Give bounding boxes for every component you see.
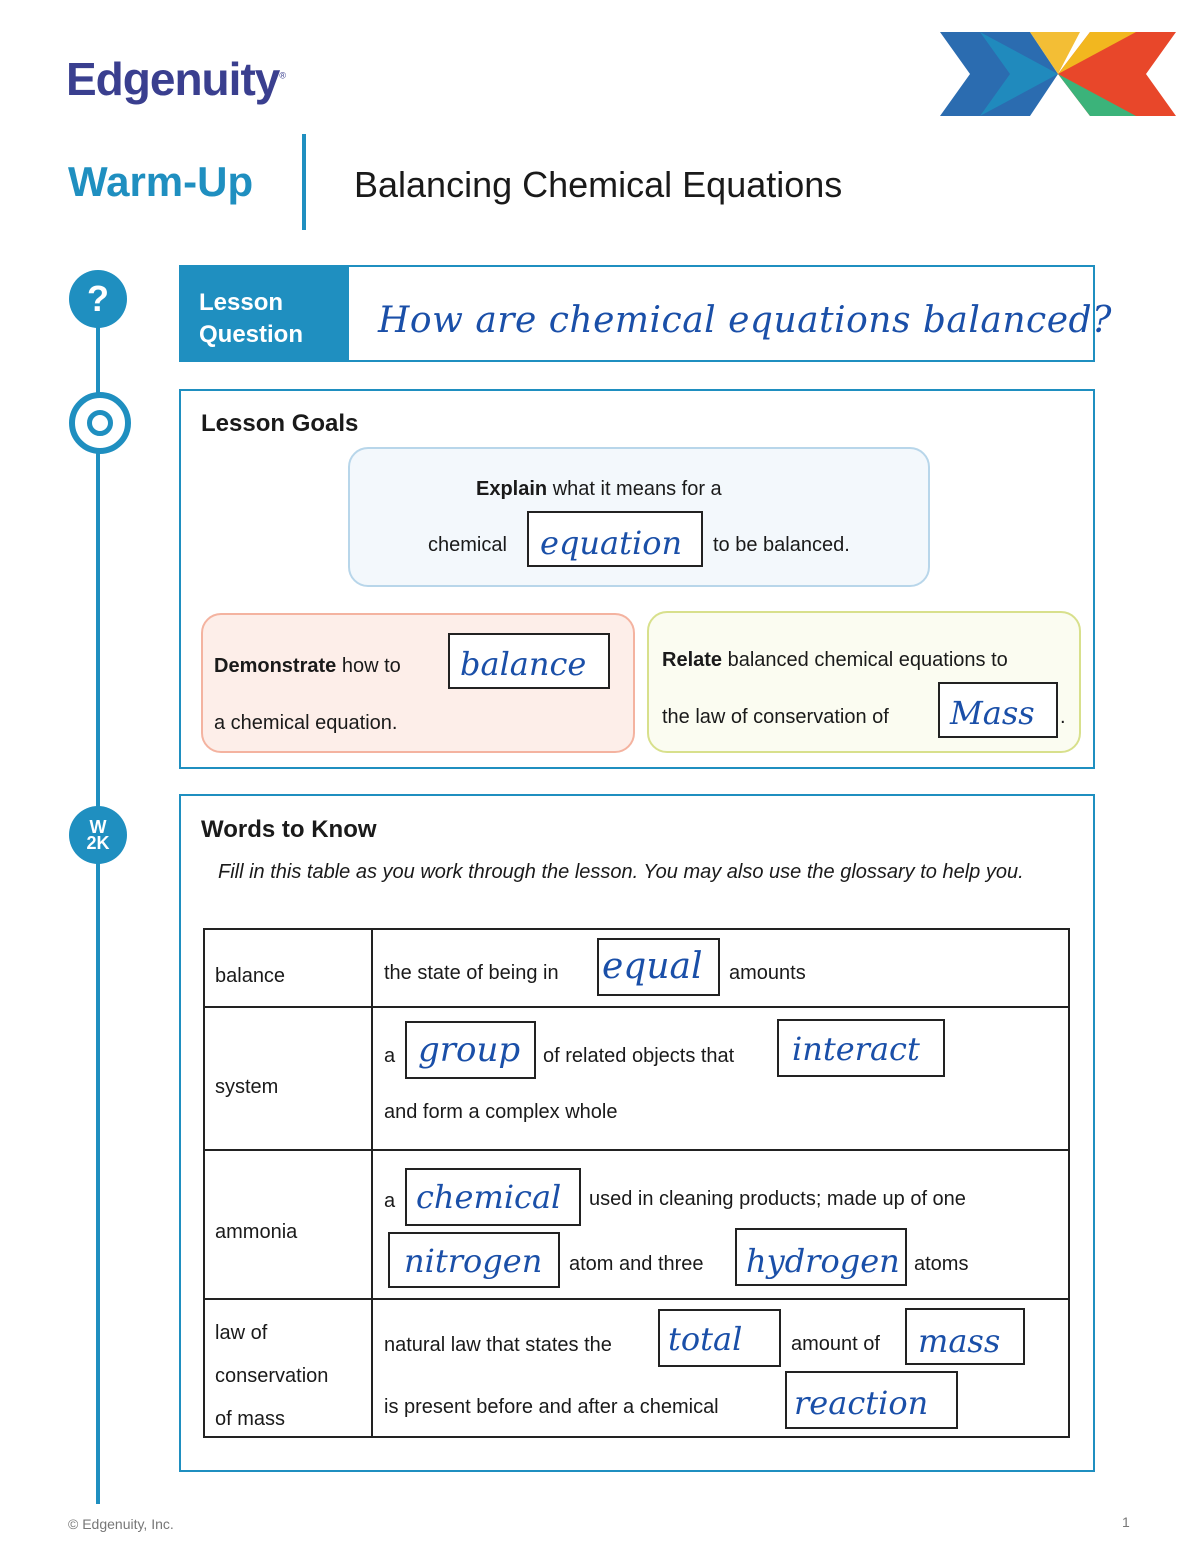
def-ammonia-c: atom and three xyxy=(569,1253,704,1275)
def-ammonia-answer3[interactable]: hydrogen xyxy=(746,1242,900,1280)
term-system: system xyxy=(215,1076,279,1098)
footer-copyright: © Edgenuity, Inc. xyxy=(68,1516,174,1532)
footer-page-number: 1 xyxy=(1122,1514,1130,1530)
brand-mark: ® xyxy=(279,70,285,81)
def-law-b: amount of xyxy=(791,1333,880,1355)
term-balance: balance xyxy=(215,965,286,987)
w2k-icon xyxy=(69,806,127,864)
words-to-know-instructions: Fill in this table as you work through the lesson. You may also use the glossary to help you. xyxy=(218,861,1024,883)
lesson-question-answer[interactable]: How are chemical equations balanced? xyxy=(378,300,1112,341)
goal-relate-line1 xyxy=(662,649,1008,672)
def-balance-answer1[interactable]: equal xyxy=(602,946,703,987)
def-system-answer2[interactable]: interact xyxy=(792,1030,920,1068)
def-system-answer1[interactable]: group xyxy=(418,1030,521,1070)
vocab-table-row-divider xyxy=(203,1006,1070,1008)
def-ammonia-answer1[interactable]: chemical xyxy=(416,1178,562,1216)
target-icon xyxy=(69,392,131,454)
page-title: Balancing Chemical Equations xyxy=(354,164,843,205)
goal-relate-text1: balanced chemical equations to xyxy=(722,649,1008,671)
def-system-a: a xyxy=(384,1045,396,1067)
goal-explain-text3: to be balanced. xyxy=(713,534,850,556)
term-law-of-conservation xyxy=(215,1312,328,1441)
goal-explain-line1 xyxy=(476,478,722,501)
w2k-top: W xyxy=(89,817,107,837)
def-ammonia-answer2[interactable]: nitrogen xyxy=(404,1242,543,1280)
goal-explain-text2: chemical xyxy=(428,534,507,556)
brand-logo xyxy=(66,52,285,106)
goal-demonstrate-text2: a chemical equation. xyxy=(214,712,398,734)
def-law-answer2[interactable]: mass xyxy=(918,1322,1001,1360)
goal-demonstrate-verb: Demonstrate xyxy=(214,655,337,677)
goal-demonstrate-line1 xyxy=(214,655,401,678)
logo-mark-icon xyxy=(940,32,1176,116)
goal-relate-text3: . xyxy=(1060,706,1066,728)
w2k-bottom: 2K xyxy=(86,833,110,853)
def-ammonia-b: used in cleaning products; made up of one xyxy=(589,1188,966,1210)
vocab-table-row-divider xyxy=(203,1298,1070,1300)
vocab-table-row-divider xyxy=(203,1149,1070,1151)
question-mark-icon xyxy=(69,270,127,328)
term-law-line1: law of xyxy=(215,1322,268,1344)
lesson-goals-title: Lesson Goals xyxy=(201,410,359,437)
def-law-answer3[interactable]: reaction xyxy=(794,1384,929,1422)
goal-explain-text1: what it means for a xyxy=(547,478,722,500)
section-label: Warm-Up xyxy=(68,158,254,205)
goal-relate-text2: the law of conservation of xyxy=(662,706,889,728)
def-ammonia-a: a xyxy=(384,1190,396,1212)
term-law-line2: conservation xyxy=(215,1365,329,1387)
def-balance-b: amounts xyxy=(729,962,806,984)
def-law-a: natural law that states the xyxy=(384,1334,612,1356)
term-ammonia: ammonia xyxy=(215,1221,298,1243)
def-law-answer1[interactable]: total xyxy=(668,1320,743,1358)
def-balance-a: the state of being in xyxy=(384,962,559,984)
goal-explain-verb: Explain xyxy=(476,478,548,500)
question-glyph: ? xyxy=(87,278,109,319)
goal-demonstrate-text1: how to xyxy=(336,655,401,677)
title-divider xyxy=(302,134,306,230)
def-system-c: and form a complex whole xyxy=(384,1101,618,1123)
goal-relate-verb: Relate xyxy=(662,649,723,671)
def-system-b: of related objects that xyxy=(543,1045,735,1067)
def-law-c: is present before and after a chemical xyxy=(384,1396,719,1418)
vocab-table-column-divider xyxy=(371,928,373,1438)
lesson-question-label-line1: Lesson xyxy=(199,289,284,316)
goal-demonstrate-answer[interactable]: balance xyxy=(460,645,587,683)
goal-explain-answer[interactable]: equation xyxy=(540,524,683,562)
words-to-know-title: Words to Know xyxy=(201,816,377,843)
lesson-question-label-line2: Question xyxy=(199,321,304,348)
timeline-line xyxy=(96,300,100,1504)
target-icon-inner xyxy=(87,410,113,436)
term-law-line3: of mass xyxy=(215,1408,286,1430)
goal-relate-answer[interactable]: Mass xyxy=(950,694,1035,732)
lesson-question-label xyxy=(181,267,349,360)
def-ammonia-d: atoms xyxy=(914,1253,969,1275)
brand-name: Edgenuity xyxy=(66,53,280,105)
